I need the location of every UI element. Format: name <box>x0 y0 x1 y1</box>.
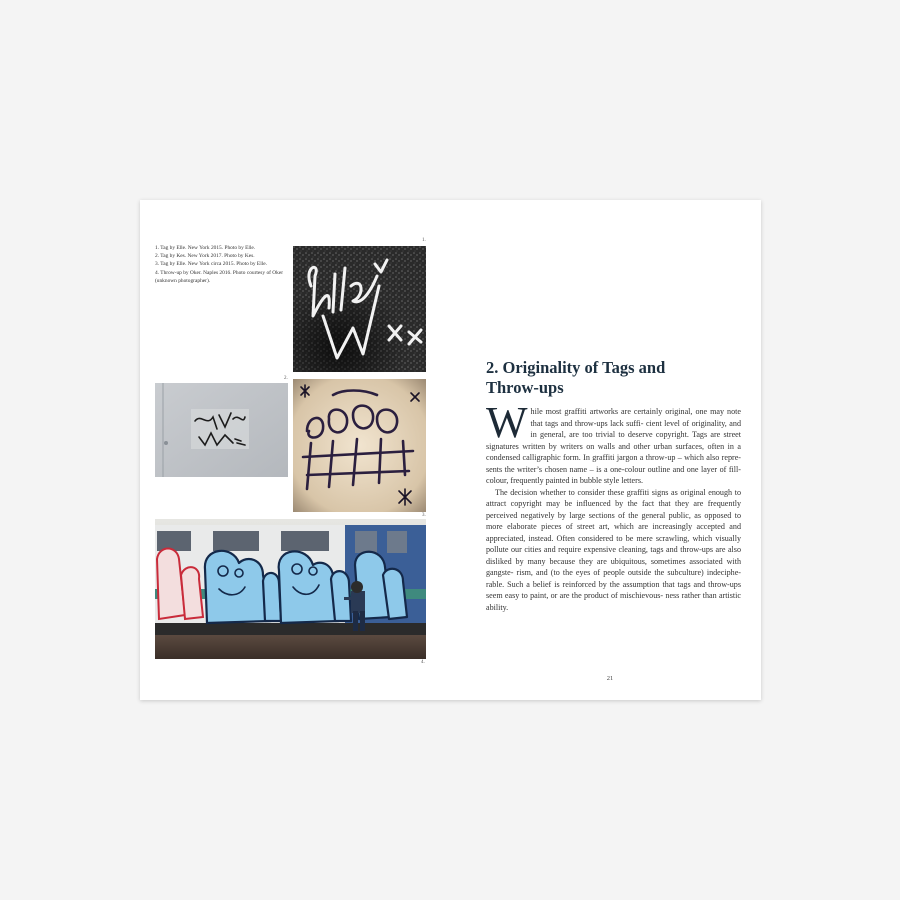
body-text <box>486 398 741 613</box>
heading-line-2: Throw-ups <box>486 378 564 397</box>
purple-tag-photo-icon <box>293 379 426 512</box>
figure-1-number: 1. <box>422 238 426 243</box>
figure-3-number: 3. <box>422 513 426 518</box>
caption-3: 3. Tag by Elle. New York circa 2015. Photo by Elle. <box>155 261 267 268</box>
grey-wall-tag-photo-icon <box>155 383 288 477</box>
section-heading <box>486 358 736 398</box>
figure-1-photo <box>293 246 426 372</box>
paragraph-2: The decision whether to consider these graffiti signs as original enough to attract copyright may be influenced by the fact that they are frequently perceived negatively by large sections of the general public, as opposed to more elaborate pieces of street art, which are increasingly accepted and appreciated, instead. Often considered to be mere scrawling, which visually pollute our cities and require expensive cleaning, tags and throw-ups are also disliked by many because they are ubiquitous, sometimes associated with gangste- rism, and (to the eyes of people outside the subculture) indeciphe- rable. Such a belief is reinforced by the assumption that tags and throw-ups seem easy to paint, or are the product of mischievous- ness rather than artistic ability. <box>486 487 741 612</box>
figure-2-number: 2. <box>284 376 288 381</box>
left-page <box>140 200 450 700</box>
caption-4: 4. Throw-up by Oker. Naples 2016. Photo courtesy of Oker (unknown photographer). <box>155 269 284 284</box>
caption-2: 2. Tag by Kes. New York 2017. Photo by Kes. <box>155 253 255 260</box>
page-number: 21 <box>606 675 614 682</box>
figure-4-photo <box>155 519 426 659</box>
black-wall-tag-photo-icon <box>293 246 426 372</box>
figure-3-photo <box>293 379 426 512</box>
paragraph-1 <box>486 398 741 487</box>
figure-captions <box>155 244 290 285</box>
heading-line-1: 2. Originality of Tags and <box>486 358 666 377</box>
figure-2-photo <box>155 383 288 477</box>
drop-cap: W <box>486 398 528 447</box>
paragraph-1-text: hile most graffiti artworks are certainly original, one may note that tags and throw-ups lack suffi- cient level of originality, and in general, are too trivial to deserve copyright. Tags are street signatures written by writers on walls and other urban surfaces, often in a condensed calligraphic form. In graffiti jargon a throw-up – which also repre- sents the writer’s chosen name – is a one-colour outline and one layer of fill-colour, frequently painted in bubble style letters. <box>486 407 741 485</box>
figure-4-number: 4. <box>421 660 425 665</box>
right-page <box>450 200 761 700</box>
train-throwup-photo-icon <box>155 519 426 659</box>
caption-1: 1. Tag by Elle. New York 2015. Photo by Elle. <box>155 245 256 251</box>
book-spread <box>140 200 761 700</box>
